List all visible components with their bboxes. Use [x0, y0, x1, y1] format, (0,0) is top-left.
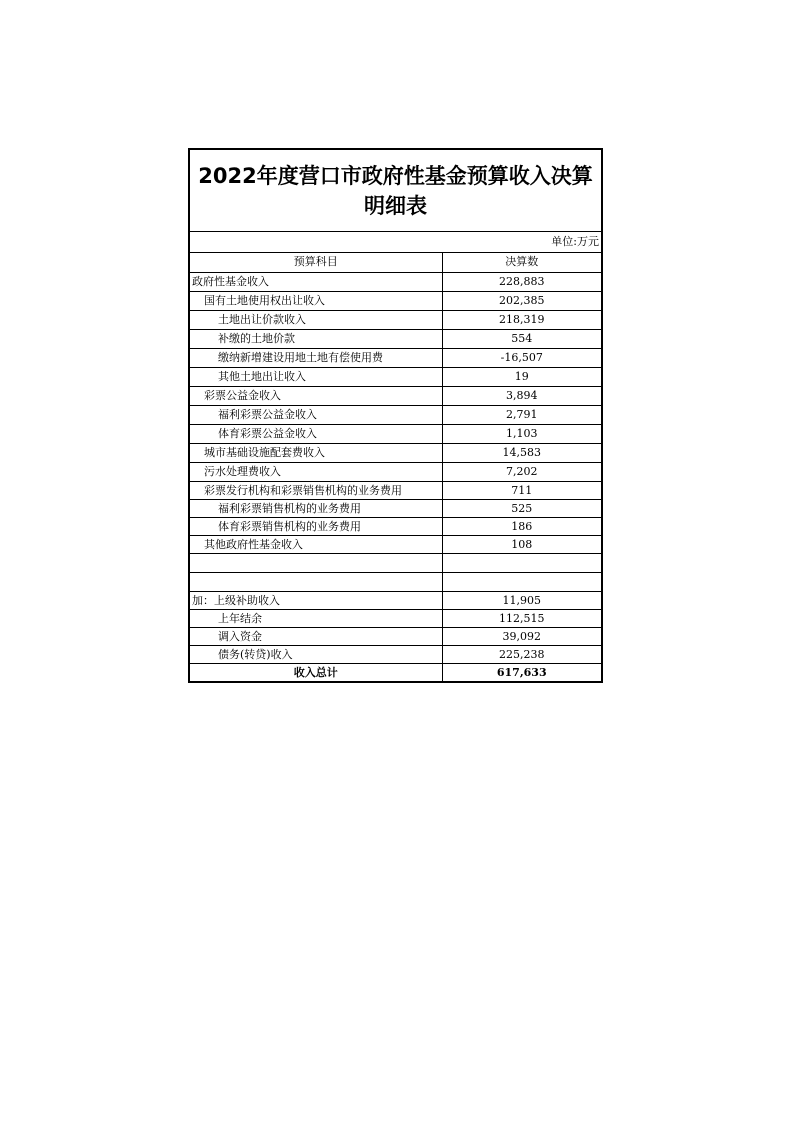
total-row [190, 663, 601, 681]
total-value: 617,633 [442, 663, 601, 681]
table-row [190, 443, 601, 462]
blank-cell [190, 572, 442, 591]
table-row [190, 348, 601, 367]
row-value: 228,883 [442, 272, 601, 291]
row-name: 调入资金 [190, 627, 442, 645]
header-subject: 预算科目 [190, 253, 442, 272]
row-value: 202,385 [442, 291, 601, 310]
row-name: 彩票公益金收入 [190, 386, 442, 405]
table-title: 2022年度营口市政府性基金预算收入决算明细表 [190, 150, 601, 232]
blank-cell [442, 572, 601, 591]
table-row [190, 499, 601, 517]
row-name: 土地出让价款收入 [190, 310, 442, 329]
table-row [190, 386, 601, 405]
table-row [190, 627, 601, 645]
row-value: 186 [442, 517, 601, 535]
table-row [190, 291, 601, 310]
row-name: 加：上级补助收入 [190, 591, 442, 609]
row-value: 554 [442, 329, 601, 348]
row-value: -16,507 [442, 348, 601, 367]
row-name: 补缴的土地价款 [190, 329, 442, 348]
row-name: 体育彩票公益金收入 [190, 424, 442, 443]
table-row [190, 462, 601, 481]
row-value: 19 [442, 367, 601, 386]
row-name: 福利彩票公益金收入 [190, 405, 442, 424]
table-row [190, 367, 601, 386]
blank-row [190, 572, 601, 591]
header-amount: 决算数 [505, 255, 539, 269]
row-name: 上年结余 [190, 609, 442, 627]
row-value: 14,583 [442, 443, 601, 462]
unit-label: 单位:万元 [190, 232, 601, 253]
table-row [190, 481, 601, 499]
table-row [190, 645, 601, 663]
row-value: 218,319 [442, 310, 601, 329]
table-row [190, 517, 601, 535]
table-row [190, 535, 601, 553]
budget-table [190, 253, 601, 681]
row-name: 国有土地使用权出让收入 [190, 291, 442, 310]
table-row [190, 609, 601, 627]
budget-table-sheet [188, 148, 603, 683]
row-name: 其他政府性基金收入 [190, 535, 442, 553]
row-value: 2,791 [442, 405, 601, 424]
blank-cell [442, 553, 601, 572]
row-name: 福利彩票销售机构的业务费用 [190, 499, 442, 517]
row-name: 城市基础设施配套费收入 [190, 443, 442, 462]
row-value: 225,238 [442, 645, 601, 663]
table-row [190, 591, 601, 609]
blank-row [190, 553, 601, 572]
row-value: 711 [442, 481, 601, 499]
table-row [190, 424, 601, 443]
row-value: 1,103 [442, 424, 601, 443]
row-value: 7,202 [442, 462, 601, 481]
table-row [190, 310, 601, 329]
row-name: 污水处理费收入 [190, 462, 442, 481]
row-value: 525 [442, 499, 601, 517]
table-row [190, 405, 601, 424]
row-name: 体育彩票销售机构的业务费用 [190, 517, 442, 535]
row-name: 缴纳新增建设用地土地有偿使用费 [190, 348, 442, 367]
row-name: 其他土地出让收入 [190, 367, 442, 386]
table-row [190, 329, 601, 348]
row-value: 39,092 [442, 627, 601, 645]
blank-cell [190, 553, 442, 572]
total-label: 收入总计 [190, 663, 442, 681]
row-name: 彩票发行机构和彩票销售机构的业务费用 [190, 481, 442, 499]
row-name: 政府性基金收入 [190, 272, 442, 291]
header-row [190, 253, 601, 272]
row-value: 112,515 [442, 609, 601, 627]
row-value: 11,905 [442, 591, 601, 609]
row-value: 3,894 [442, 386, 601, 405]
table-row [190, 272, 601, 291]
row-name: 债务(转贷)收入 [190, 645, 442, 663]
row-value: 108 [442, 535, 601, 553]
